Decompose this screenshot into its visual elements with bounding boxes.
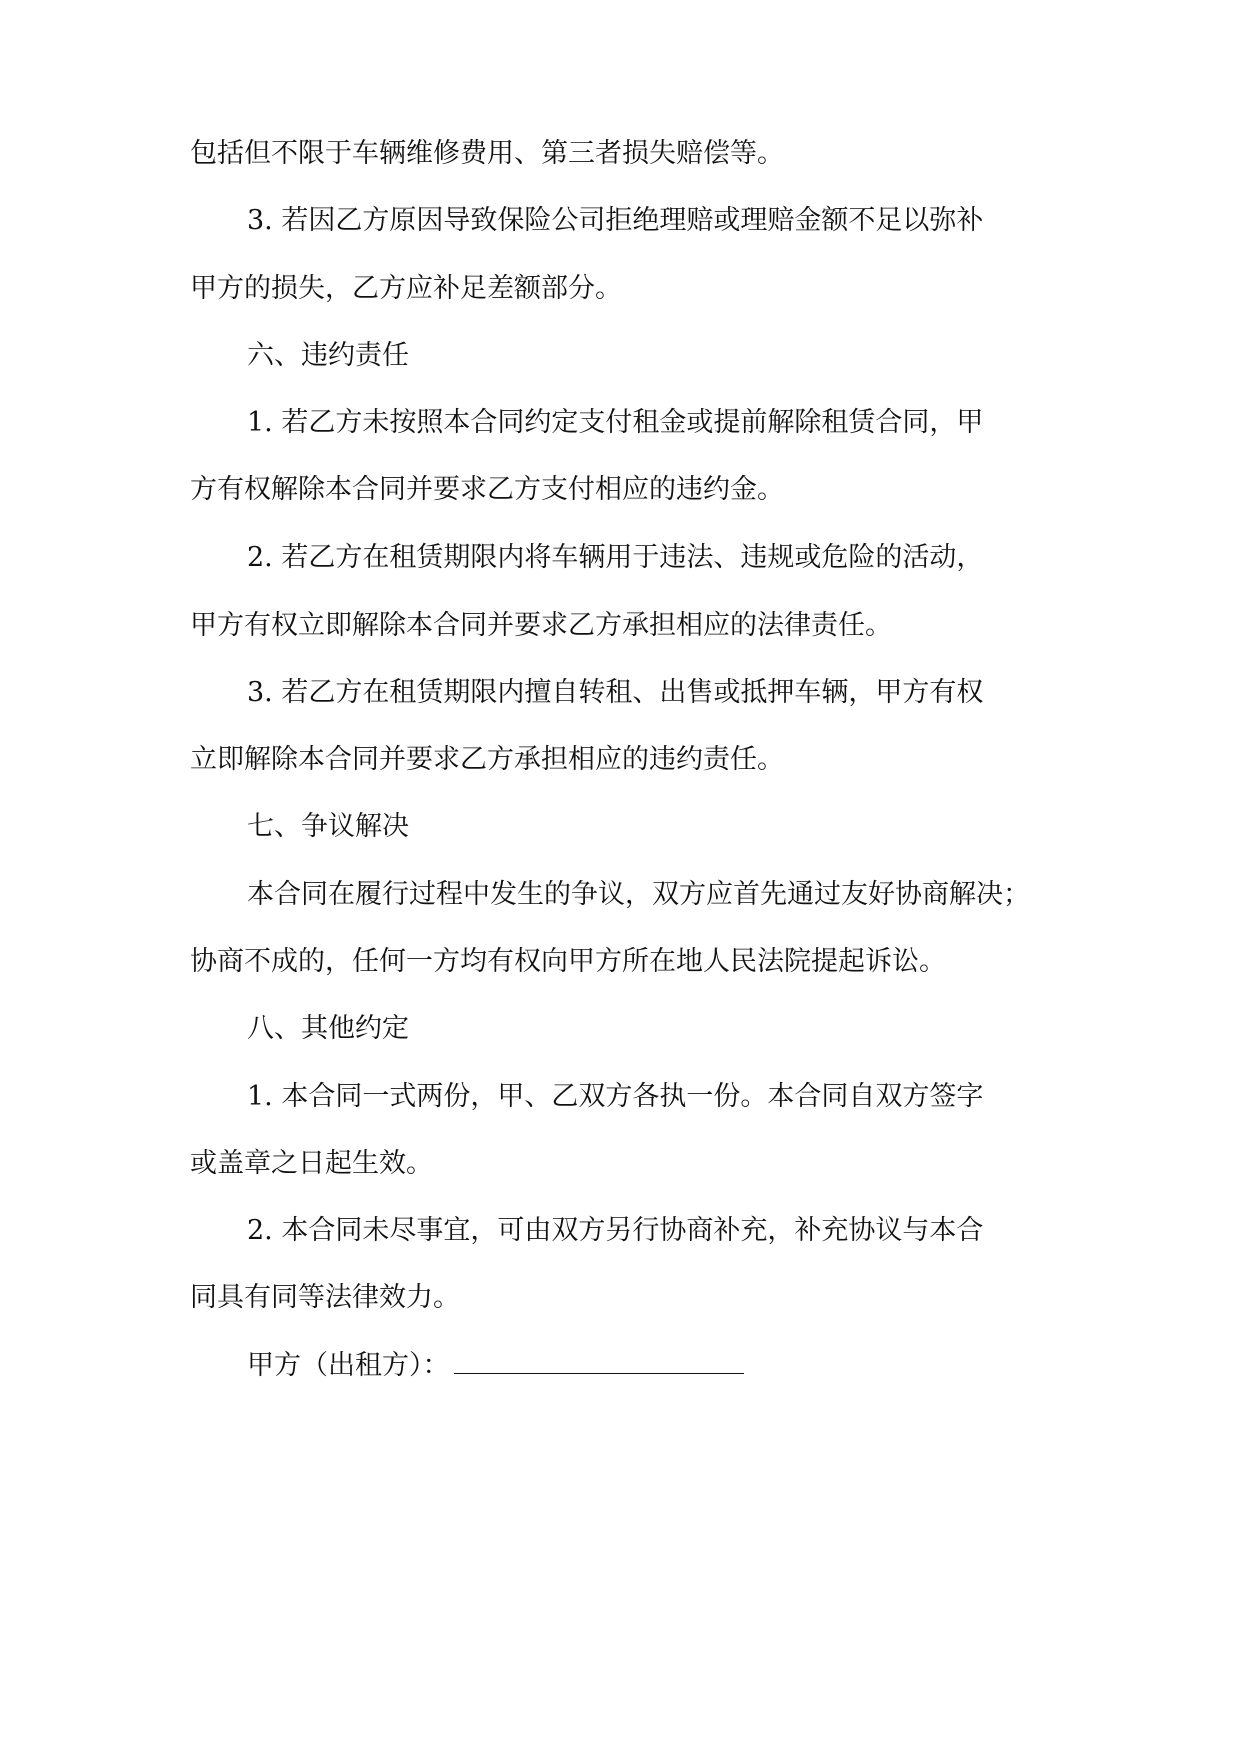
signature-line xyxy=(247,1345,1117,1386)
paragraph-line: 2. 若乙方在租赁期限内将车辆用于违法、违规或危险的活动， xyxy=(247,542,984,573)
paragraph-line: 3. 若因乙方原因导致保险公司拒绝理赔或理赔金额不足以弥补 xyxy=(247,205,984,236)
paragraph-line: 或盖章之日起生效。 xyxy=(190,1148,433,1179)
section-heading: 六、违约责任 xyxy=(247,340,409,371)
paragraph-line: 包括但不限于车辆维修费用、第三者损失赔偿等。 xyxy=(190,138,784,169)
section-heading: 八、其他约定 xyxy=(247,1013,409,1044)
signature-label: 甲方（出租方）： xyxy=(247,1350,450,1381)
paragraph-line: 立即解除本合同并要求乙方承担相应的违约责任。 xyxy=(190,744,784,775)
paragraph-line: 3. 若乙方在租赁期限内擅自转租、出售或抵押车辆，甲方有权 xyxy=(247,677,984,708)
paragraph-line: 甲方的损失，乙方应补足差额部分。 xyxy=(190,273,622,304)
paragraph-line: 1. 本合同一式两份，甲、乙双方各执一份。本合同自双方签字 xyxy=(247,1081,984,1112)
paragraph-line: 2. 本合同未尽事宜，可由双方另行协商补充，补充协议与本合 xyxy=(247,1215,984,1246)
signature-blank[interactable] xyxy=(454,1345,744,1374)
paragraph-line: 甲方有权立即解除本合同并要求乙方承担相应的法律责任。 xyxy=(190,610,892,641)
paragraph-line: 本合同在履行过程中发生的争议，双方应首先通过友好协商解决； xyxy=(247,879,1030,910)
section-heading: 七、争议解决 xyxy=(247,811,409,842)
paragraph-line: 1. 若乙方未按照本合同约定支付租金或提前解除租赁合同，甲 xyxy=(247,407,984,438)
paragraph-line: 同具有同等法律效力。 xyxy=(190,1282,460,1313)
paragraph-line: 方有权解除本合同并要求乙方支付相应的违约金。 xyxy=(190,474,784,505)
paragraph-line: 协商不成的，任何一方均有权向甲方所在地人民法院提起诉讼。 xyxy=(190,946,946,977)
